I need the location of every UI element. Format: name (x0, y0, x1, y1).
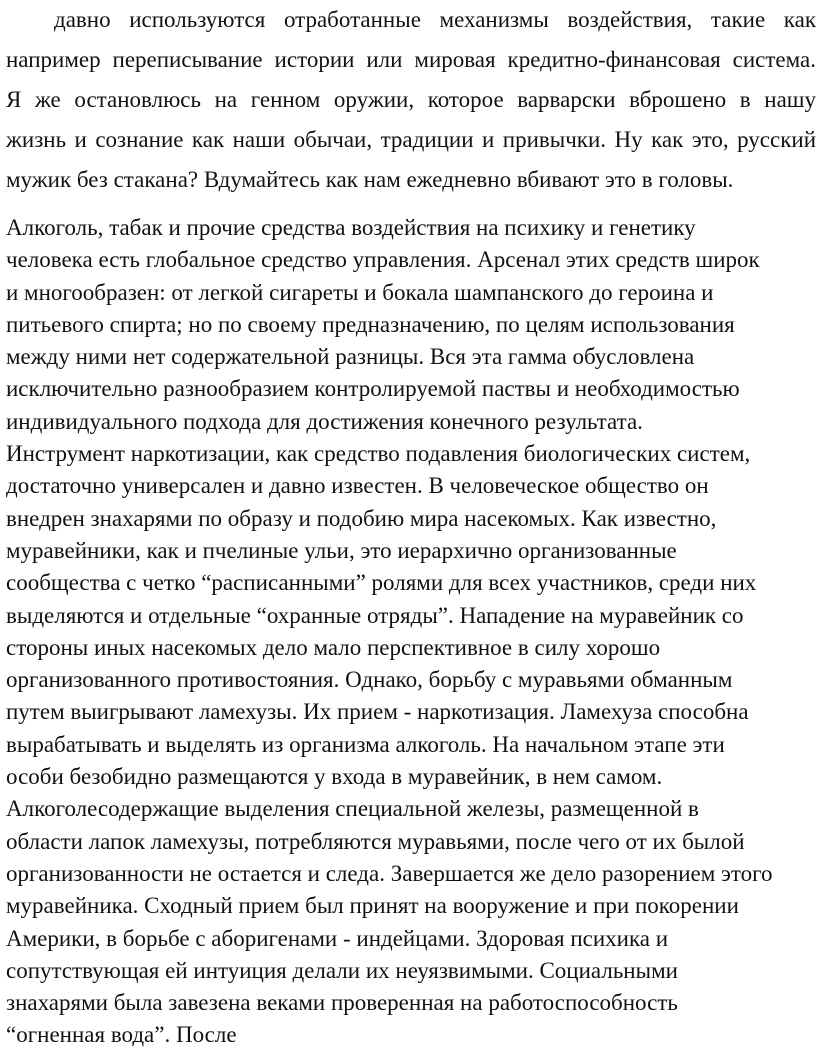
text-line: мужик без стакана? Вдумайтесь как нам ежедневно вбивают это в головы. (6, 167, 734, 192)
text-line: организованности не остается и следа. Завершается же дело разорением этого (6, 860, 773, 886)
text-line: Америки, в борьбе с аборигенами - индейцами. Здоровая психика и (6, 925, 669, 951)
text-line: муравейника. Сходный прием был принят на вооружение и при покорении (6, 893, 739, 919)
text-line: “огненная вода”. После (6, 1022, 237, 1048)
text-line: внедрен знахарями по образу и подобию мира насекомых. Как известно, (6, 505, 717, 531)
text-line: сообщества с четко “расписанными” ролями для всех участников, среди них (6, 570, 757, 596)
text-line: питьевого спирта; но по своему предназначению, по целям использования (6, 311, 735, 337)
text-line: стороны иных насекомых дело мало перспективное в силу хорошо (6, 634, 661, 660)
text-line: например переписывание истории или мировая кредитно-финансовая система. (6, 47, 816, 72)
text-line: индивидуального подхода для достижения конечного результата. (6, 408, 643, 434)
text-line: сопутствующая ей интуиция делали их неуязвимыми. Социальными (6, 957, 678, 983)
text-line: исключительно разнообразием контролируемой паствы и необходимостью (6, 376, 740, 402)
text-line: организованного противостояния. Однако, борьбу с муравьями обманным (6, 667, 733, 693)
text-line: человека есть глобальное средство управления. Арсенал этих средств широк (6, 247, 760, 273)
text-line: достаточно универсален и давно известен. В человеческое общество он (6, 473, 709, 499)
text-line: вырабатывать и выделять из организма алкоголь. На начальном этапе эти (6, 731, 725, 757)
paragraph-2 (6, 212, 816, 1052)
text-line: знахарями была завезена веками проверенная на работоспособность (6, 990, 678, 1016)
text-line: жизнь и сознание как наши обычаи, традиции и привычки. Ну как это, русский (6, 127, 816, 152)
text-line: выделяются и отдельные “охранные отряды”. Нападение на муравейник со (6, 602, 744, 628)
text-line: муравейники, как и пчелиные ульи, это иерархично организованные (6, 537, 677, 563)
text-line: Я же остановлюсь на генном оружии, которое варварски вброшено в нашу (6, 87, 816, 112)
text-line: путем выигрывают ламехузы. Их прием - наркотизация. Ламехуза способна (6, 699, 749, 725)
text-line: и многообразен: от легкой сигареты и бокала шампанского до героина и (6, 279, 714, 305)
text-line: давно используются отработанные механизмы воздействия, такие как (54, 7, 816, 32)
text-line: между ними нет содержательной разницы. Вся эта гамма обусловлена (6, 344, 695, 370)
text-line: области лапок ламехузы, потребляются муравьями, после чего от их былой (6, 828, 745, 854)
text-line: Инструмент наркотизации, как средство подавления биологических систем, (6, 441, 751, 467)
paragraph-1 (6, 0, 816, 200)
text-line: особи безобидно размещаются у входа в муравейник, в нем самом. (6, 764, 663, 790)
text-line: Алкоголесодержащие выделения специальной железы, размещенной в (6, 796, 699, 822)
text-line: Алкоголь, табак и прочие средства воздействия на психику и генетику (6, 215, 696, 240)
